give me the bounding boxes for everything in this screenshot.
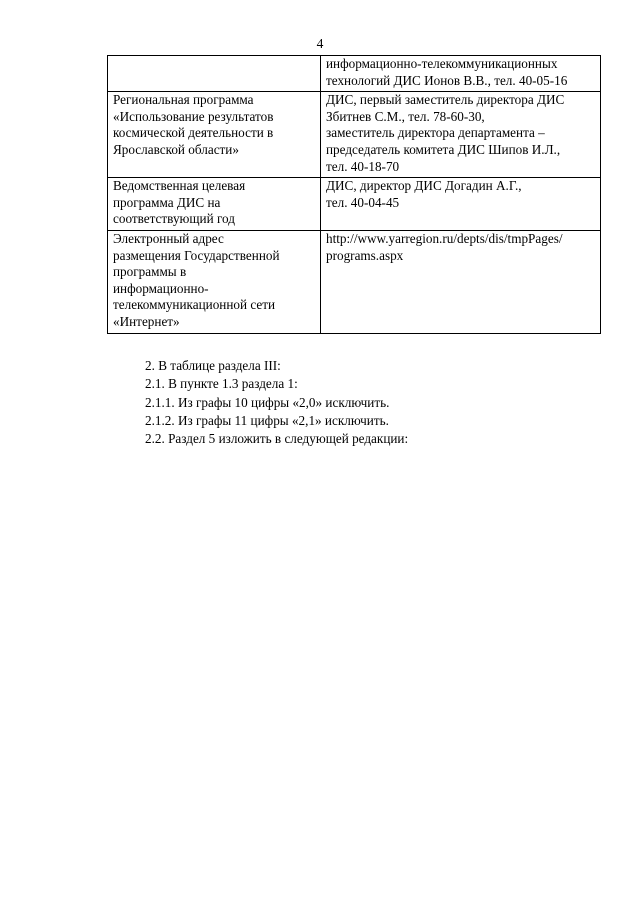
table-cell-label bbox=[108, 230, 321, 333]
program-url-continued: programs.aspx bbox=[326, 247, 404, 263]
program-url: http://www.yarregion.ru/depts/dis/tmpPages/ bbox=[326, 230, 563, 246]
cell-line: заместитель директора департамента – bbox=[326, 125, 545, 141]
cell-line: «Интернет» bbox=[113, 313, 180, 329]
table-row bbox=[108, 56, 601, 92]
page-number: 4 bbox=[316, 36, 324, 51]
table-cell-value bbox=[321, 92, 601, 178]
table-cell-label bbox=[108, 92, 321, 178]
table-cell-value bbox=[321, 178, 601, 231]
cell-line: размещения Государственной bbox=[113, 247, 280, 263]
cell-line: информационно- bbox=[113, 280, 209, 296]
cell-line: тел. 40-04-45 bbox=[326, 194, 400, 210]
cell-line: Региональная программа bbox=[113, 92, 254, 108]
program-info-table bbox=[107, 55, 601, 334]
cell-line: Збитнев С.М., тел. 78-60-30, bbox=[326, 108, 485, 124]
cell-line: председатель комитета ДИС Шипов И.Л., bbox=[326, 141, 561, 157]
cell-line: соответствующий год bbox=[113, 211, 235, 227]
cell-line: Электронный адрес bbox=[113, 230, 224, 246]
cell-line: Ведомственная целевая bbox=[113, 178, 246, 194]
cell-line: тел. 40-18-70 bbox=[326, 158, 400, 174]
cell-line: программы в bbox=[113, 264, 187, 280]
amendment-text bbox=[145, 357, 605, 448]
table-row bbox=[108, 92, 601, 178]
cell-line: информационно-телекоммуникационных bbox=[326, 56, 558, 71]
table-cell-label bbox=[108, 178, 321, 231]
cell-line: ДИС, директор ДИС Догадин А.Г., bbox=[326, 178, 522, 194]
paragraph: 2.2. Раздел 5 изложить в следующей редакции: bbox=[145, 431, 409, 447]
cell-line: ДИС, первый заместитель директора ДИС bbox=[326, 92, 565, 108]
cell-line: телекоммуникационной сети bbox=[113, 297, 276, 313]
cell-line: «Использование результатов bbox=[113, 108, 274, 124]
paragraph: 2. В таблице раздела III: bbox=[145, 358, 281, 373]
cell-line: Ярославской области» bbox=[113, 141, 239, 157]
paragraph: 2.1.2. Из графы 11 цифры «2,1» исключить. bbox=[145, 412, 389, 428]
table-cell-label bbox=[108, 56, 321, 92]
paragraph: 2.1.1. Из графы 10 цифры «2,0» исключить. bbox=[145, 394, 390, 410]
table-row bbox=[108, 178, 601, 231]
cell-line: космической деятельности в bbox=[113, 125, 274, 141]
paragraph: 2.1. В пункте 1.3 раздела 1: bbox=[145, 376, 298, 392]
table-cell-value bbox=[321, 56, 601, 92]
cell-line: программа ДИС на bbox=[113, 194, 221, 210]
cell-line: технологий ДИС Ионов В.В., тел. 40-05-16 bbox=[326, 72, 568, 88]
table-row bbox=[108, 230, 601, 333]
table-cell-value bbox=[321, 230, 601, 333]
